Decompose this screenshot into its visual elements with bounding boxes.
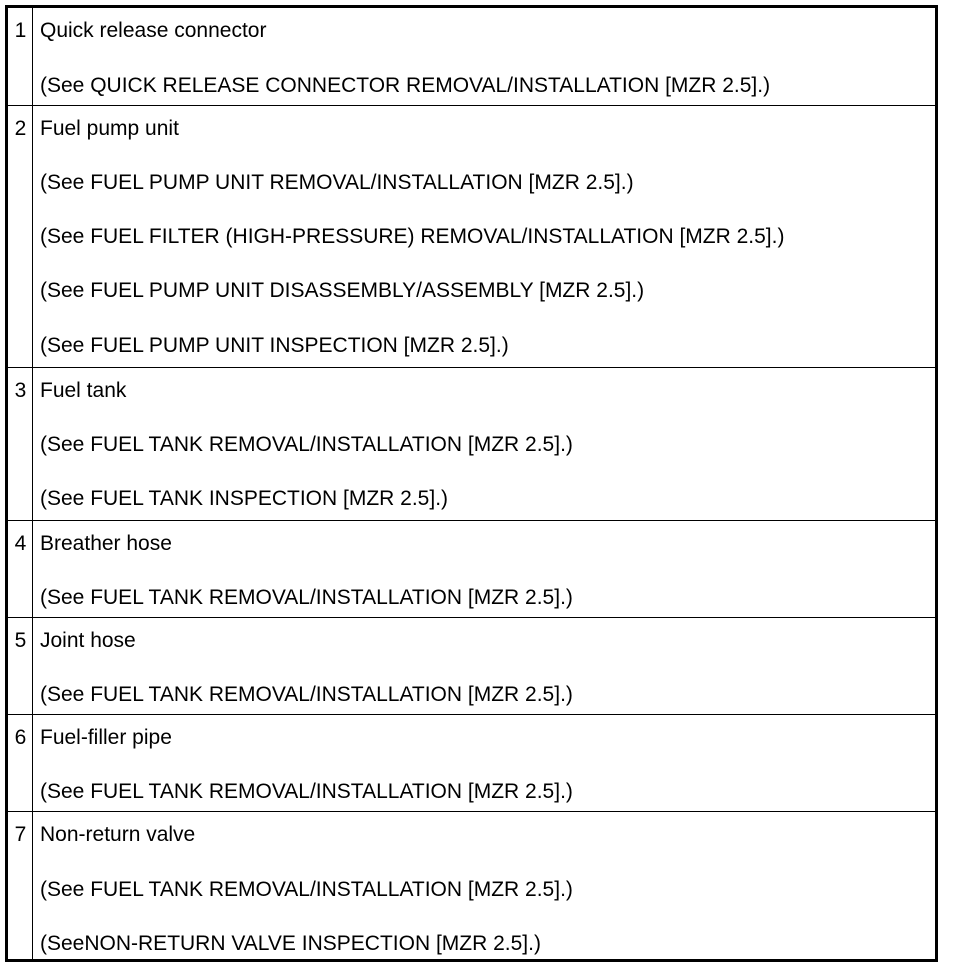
part-name: Joint hose	[40, 629, 136, 652]
reference-link[interactable]: (See FUEL TANK REMOVAL/INSTALLATION [MZR 2.5].)	[40, 780, 573, 803]
table-row	[8, 367, 935, 520]
reference-link[interactable]: (See FUEL TANK REMOVAL/INSTALLATION [MZR 2.5].)	[40, 683, 573, 706]
part-number: 3	[14, 379, 27, 402]
reference-link[interactable]: (See FUEL TANK REMOVAL/INSTALLATION [MZR 2.5].)	[40, 586, 573, 609]
reference-link[interactable]: (See FUEL FILTER (HIGH-PRESSURE) REMOVAL/INSTALLATION [MZR 2.5].)	[40, 225, 785, 248]
table-row	[8, 714, 935, 811]
part-number: 6	[14, 726, 27, 749]
part-number-cell	[8, 8, 33, 105]
part-number-cell	[8, 368, 33, 520]
part-number-cell	[8, 715, 33, 811]
reference-link[interactable]: (See FUEL TANK REMOVAL/INSTALLATION [MZR 2.5].)	[40, 878, 573, 901]
reference-link[interactable]: (See FUEL PUMP UNIT INSPECTION [MZR 2.5].)	[40, 334, 509, 357]
part-name: Breather hose	[40, 532, 172, 555]
part-number-cell	[8, 106, 33, 367]
part-number-cell	[8, 521, 33, 617]
table-row	[8, 105, 935, 367]
reference-link[interactable]: (See QUICK RELEASE CONNECTOR REMOVAL/INSTALLATION [MZR 2.5].)	[40, 74, 771, 97]
table-row	[8, 811, 935, 959]
part-number: 5	[14, 629, 27, 652]
part-name: Fuel tank	[40, 379, 127, 402]
parts-reference-table	[5, 5, 938, 962]
part-name: Fuel pump unit	[40, 117, 179, 140]
table-row	[8, 520, 935, 617]
part-number: 4	[14, 532, 27, 555]
part-number: 1	[14, 19, 27, 42]
reference-link[interactable]: (See FUEL TANK INSPECTION [MZR 2.5].)	[40, 487, 449, 510]
reference-link[interactable]: (See FUEL PUMP UNIT REMOVAL/INSTALLATION [MZR 2.5].)	[40, 171, 634, 194]
part-number-cell	[8, 618, 33, 714]
part-name: Quick release connector	[40, 19, 267, 42]
part-name: Fuel-filler pipe	[40, 726, 172, 749]
reference-link[interactable]: (See FUEL PUMP UNIT DISASSEMBLY/ASSEMBLY [MZR 2.5].)	[40, 279, 645, 302]
table-row	[8, 8, 935, 105]
part-number: 7	[14, 823, 27, 846]
part-number: 2	[14, 117, 27, 140]
part-name: Non-return valve	[40, 823, 196, 846]
reference-link[interactable]: (See FUEL TANK REMOVAL/INSTALLATION [MZR 2.5].)	[40, 433, 573, 456]
table-row	[8, 617, 935, 714]
reference-link[interactable]: (SeeNON-RETURN VALVE INSPECTION [MZR 2.5].)	[40, 932, 541, 955]
part-number-cell	[8, 812, 33, 959]
